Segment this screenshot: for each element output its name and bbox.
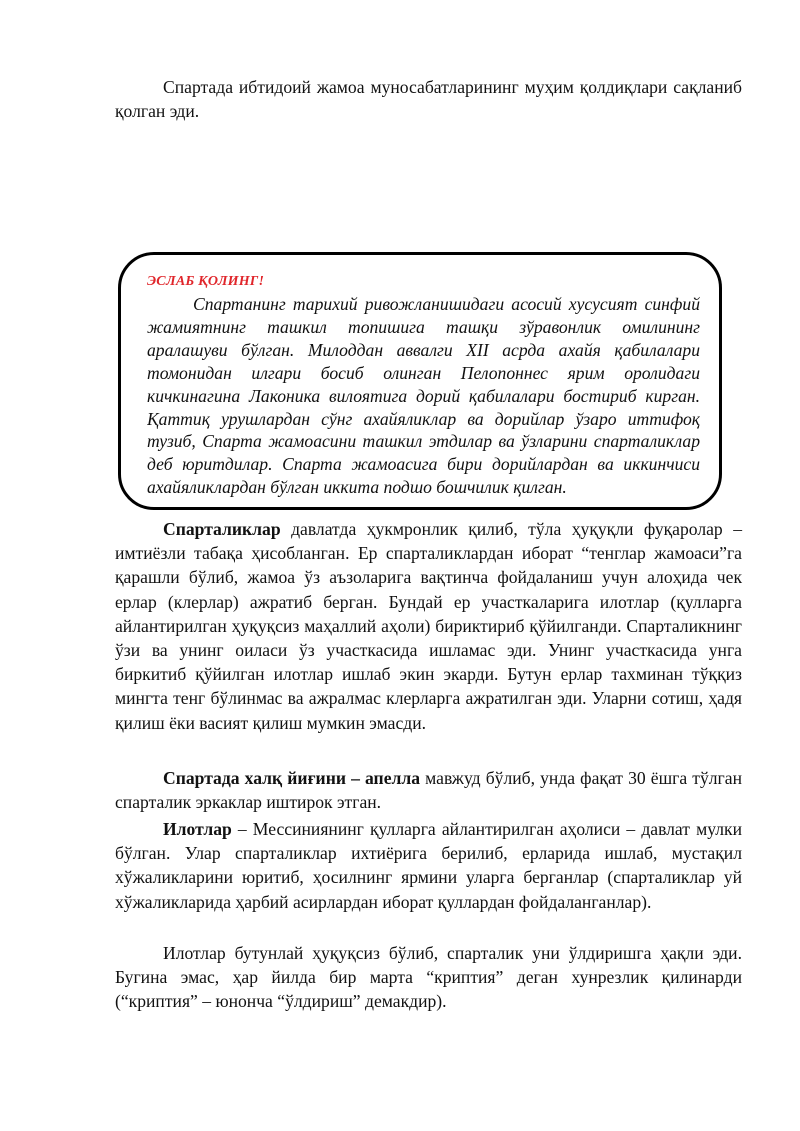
helots-text: – Мессиниянинг қулларга айлантирилган аҳолиси – давлат мулки бўлган. Улар спарталиклар ихтиёрига берилиб, ерларида ишлаб, мустақил хўжаликларини юритиб, ҳосилнинг ярмини уларга берганлар (спарталиклар уй хўжаликларида ҳарбий асирлардан иборат қуллардан фойдаланганлар). <box>115 819 742 912</box>
spartans-text: давлатда ҳукмронлик қилиб, тўла ҳуқуқли фуқаролар – имтиёзли табақа ҳисобланган. Ер спарталиклардан иборат “тенглар жамоаси”га қарашли бўлиб, жамоа ўз аъзоларига вақтинча фойдаланиш учун алоҳида чек ерлар (клерлар) ажратиб берган. Бундай ер участкаларига илотлар (қулларга айлантирилган ҳуқуқсиз маҳаллий аҳоли) бириктириб қўйилганди. Спарталикнинг ўзи ва унинг оиласи ўз участкасида ишламас эди. Унинг участкасида унга биркитиб қўйилган илотлар ишлаб экин экарди. Бутун ерлар тахминан тўққиз мингта тенг бўлинмас ва ажралмас клерларга ажратилган эди. Уларни сотиш, ҳадя қилиш ёки васият қилиш мумкин эмасди. <box>115 519 742 733</box>
spartans-term: Спарталиклар <box>163 519 281 539</box>
callout-content <box>147 271 700 501</box>
apella-term: Спартада халқ йиғини – апелла <box>163 768 421 788</box>
apella-text: мавжуд бўлиб, унда фақат 30 ёшга тўлган спарталик эркаклар иштирок этган. <box>115 768 743 813</box>
apella-paragraph <box>115 766 742 814</box>
helots-term: Илотлар <box>163 819 232 839</box>
callout-body: Спартанинг тарихий ривожланишидаги асосий хусусият синфий жамиятнинг ташкил топишига ташқи зўравонлик омилининг аралашуви бўлган. Милоддан аввалги XII асрда ахайя қабилалари томонидан илгари босиб олинган Пелопоннес ярим оролидаги кичкинагина Лаконика вилоятига дорий қабилалари бостириб кирган. Қаттиқ урушлардан сўнг ахайяликлар ва дорийлар ўзаро иттифоқ тузиб, Спарта жамоасини ташкил этдилар ва ўзларини спарталиклар деб юритдилар. Спарта жамоасига бири дорийлардан ва иккинчиси ахайяликлардан бўлган иккита подшо бошчилик қилган. <box>147 294 700 498</box>
intro-paragraph: Спартада ибтидоий жамоа муносабатларининг муҳим қолдиқлари сақланиб қолган эди. <box>115 77 742 122</box>
spartans-paragraph <box>115 517 742 735</box>
helots-rights-paragraph: Илотлар бутунлай ҳуқуқсиз бўлиб, спарталик уни ўлдиришга ҳақли эди. Бугина эмас, ҳар йилда бир марта “криптия” деган хунрезлик қилинарди (“криптия” – юнонча “ўлдириш” демакдир). <box>115 943 742 1012</box>
helots-paragraph <box>115 817 742 914</box>
callout-title: ЭСЛАБ ҚОЛИНГ! <box>147 274 265 289</box>
remember-callout-box <box>118 252 722 510</box>
